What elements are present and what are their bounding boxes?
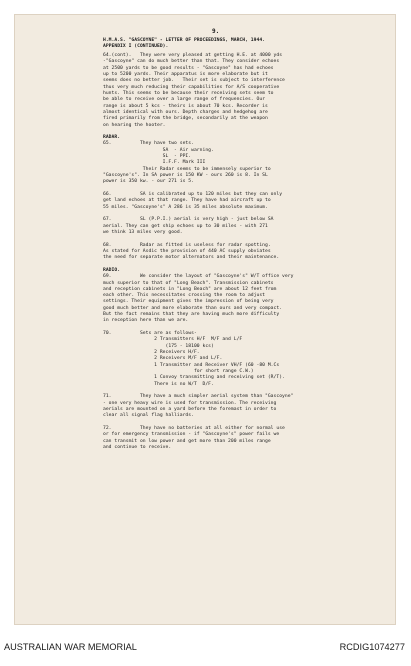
text-line: 64.(cont). They were very pleased at getting H.E. at 4000 yds [103,53,283,58]
text-line: 2 Receivers M/F and L/F. [103,356,223,362]
text-line: settings. Their equipment gives the impression of being very [103,299,274,305]
text-line: seems does no better job. Their set is subject to interference [103,78,285,84]
text-line: "Gascoyne's". In SA power is 150 KW - ours 260 is 8. In SL [103,173,268,179]
text-line: 2 Receivers H/F. [103,350,200,356]
text-line: good much better and more elaborate than ours and very compact. [103,305,283,311]
text-line: each other. This necessitates crossing the room to adjust [103,293,265,299]
archive-name: AUSTRALIAN WAR MEMORIAL [4,642,137,652]
text-line: I.F.F. Mark III [103,160,206,166]
text-line: on hearing the hooter. [103,122,166,128]
heading-line: H.M.A.S. "GASCOYNE" - LETTER OF PROCEEDINGS, MARCH, 1944. [103,38,265,43]
text-line: 72. They have no batteries at all either for normal use [103,425,285,431]
text-line: SA - Air warning. [103,147,214,153]
page-number: 9. [212,28,220,35]
text-line: and reception cabinets in "Long Beach" are about 12 feet from [103,286,277,292]
text-line: 70. Sets are as follows- [103,331,197,337]
text-line: -"Gascoyne" can do much better than that. They consider echoes [103,59,280,65]
text-line: clear all signal flag halliards. [103,413,194,419]
text-line: 1 Transmitter and Receiver VH/F (60 -80 M.Cs [103,362,280,368]
text-line: hunts. This seems to be because their receiving sets seem to [103,90,274,96]
text-line: aerial. They can get ship echoes up to 30 miles - with 271 [103,223,268,229]
text-line: 69. We consider the layout of "Gascoyne's" W/T office very [103,274,294,280]
text-line: RADIO. [103,267,121,273]
text-line: be able to receive over a large range of frequencies. Our [103,97,265,103]
heading-line: APPENDIX I (CONTINUED). [103,44,169,50]
text-line: 68. Radar as fitted is useless for radar spotting. [103,242,271,248]
text-line: There is no W/T D/F. [103,381,214,387]
text-line: and continue to receive. [103,444,172,450]
text-line: in reception here than we are. [103,318,189,324]
text-line: fired primarily from the bridge, secondarily at the weapon [103,116,268,122]
document-page [14,14,396,625]
text-line: 66. SA is calibrated up to 120 miles but they can only [103,192,283,198]
text-line: thus very much reducing their capabilities for A/S cooperative [103,84,280,90]
text-line: range is about 5 kcs - theirs is about 70 kcs. Recorder is [103,103,268,109]
text-line: the need for separate motor alternators and their maintenance. [103,255,280,261]
text-line: Their Radar seems to be immensely superior to [103,166,271,172]
text-line: SL - PPI. [103,154,192,160]
text-line: 71. They have a much simpler aerial system than "Gascoyne" [103,394,294,400]
text-line: for short range C.W.) [103,369,254,374]
text-line: 55 miles. "Gascoyne's" A 286 is 35 miles absolute maximum. [103,204,268,210]
text-line: at 2500 yards to be good results - "Gascoyne" has had echoes [103,65,274,71]
text-line: 2 Transmitters H/F M/F and L/F [103,337,243,343]
text-line: 65. They have two sets. [103,141,194,147]
text-line: - one very heavy wire is used for transmission. The receiving [103,400,277,406]
text-line: power is 350 kw. - our 271 is 5. [103,179,194,185]
text-line: or for emergency transmission - if "Gascoyne's" power fails we [103,432,280,438]
text-line: get land echoes at that range. They have had aircraft up to [103,198,271,204]
archive-record-id: RCDIG1074277 [339,642,405,652]
text-line: almost identical with ours. Depth charges and hedgehog are [103,109,268,115]
text-line: 67. SL (P.P.I.) aerial is very high - just below SA [103,217,274,223]
text-line: much superior to that of "Long Beach". Transmission cabinets [103,280,274,286]
text-line: (175 - 18100 kcs) [103,343,214,349]
text-line: aerials are mounted on a yard before the foremast in order to [103,406,277,412]
text-line: 1 Convoy transmitting and receiving set (R/T). [103,375,285,381]
text-line: can transmit on low power and get more than 200 miles range [103,438,271,444]
text-line: up to 5200 yards. Their apparatus is more elaborate but it [103,71,268,77]
text-line: RADAR. [103,135,121,141]
text-line: But the fact remains that they are having much more difficulty [103,312,280,318]
text-line: we think 13 miles very good. [103,229,183,235]
text-line: As stated for Asdic the provision of 440 AC supply obviates [103,248,271,254]
